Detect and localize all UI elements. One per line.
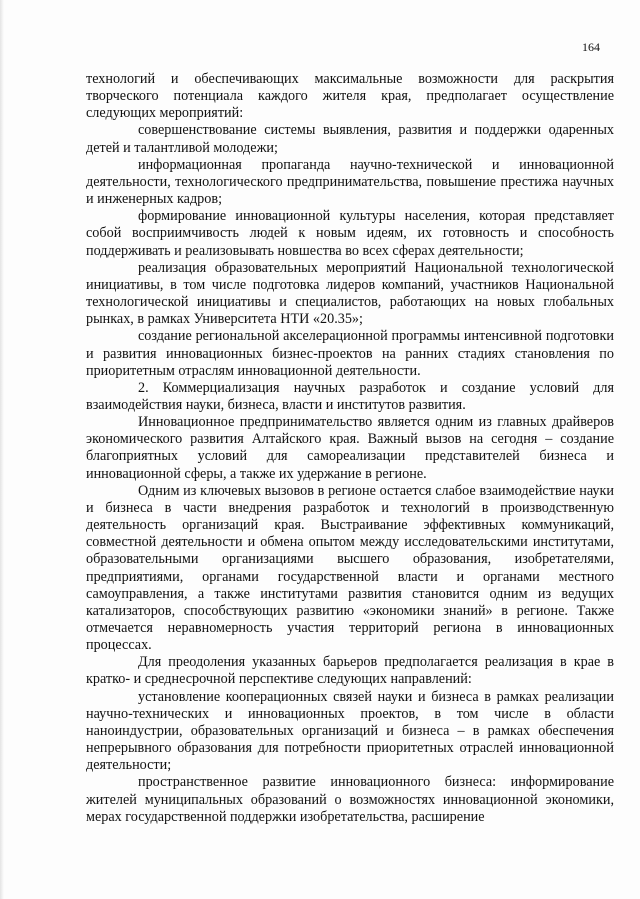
paragraph-1: технологий и обеспечивающих максимальные возможности для раскрытия творческого потенциала каждого жителя края, предполагает осуществление следующих мероприятий:	[86, 71, 614, 122]
paragraph-9: Одним из ключевых вызовов в регионе остается слабое взаимодействие науки и бизнеса в части внедрения разработок и технологий в производственную деятельность организаций края. Выстраивание эффективных коммуникаций, совместной деятельности и обмена опытом между исследовательскими институтами, образовательными организациями высшего образования, изобретателями, предприятиями, органами государственной власти и органами местного самоуправления, а также институтами развития становится одним из ведущих катализаторов, способствующих развитию «экономики знаний» в регионе. Также отмечается неравномерность участия территорий региона в инновационных процессах.	[86, 482, 614, 654]
paragraph-8: Инновационное предпринимательство является одним из главных драйверов экономического развития Алтайского края. Важный вызов на сегодня – создание благоприятных условий для самореализации представителей бизнеса и инновационной сферы, а также их удержание в регионе.	[86, 414, 614, 482]
paragraph-6: создание региональной акселерационной программы интенсивной подготовки и развития инновационных бизнес-проектов на ранних стадиях становления по приоритетным отраслям инновационной деятельности.	[86, 328, 614, 379]
paragraph-5: реализация образовательных мероприятий Национальной технологической инициативы, в том числе подготовка лидеров компаний, участников Национальной технологической инициативы и специалистов, работающих на новых глобальных рынках, в рамках Университета НТИ «20.35»;	[86, 259, 614, 328]
paragraph-3: информационная пропаганда научно-технической и инновационной деятельности, технологического предпринимательства, повышение престижа научных и инженерных кадров;	[86, 156, 614, 208]
scan-edge	[0, 0, 4, 899]
paragraph-4: формирование инновационной культуры населения, которая представляет собой восприимчивость людей к новым идеям, их готовность и способность поддерживать и реализовывать новшества во всех сферах деятельности;	[86, 208, 614, 259]
paragraph-7: 2. Коммерциализация научных разработок и создание условий для взаимодействия науки, бизнеса, власти и институтов развития.	[86, 379, 614, 413]
paragraph-11: установление кооперационных связей науки и бизнеса в рамках реализации научно-технических и инновационных проектов, в том числе в области наноиндустрии, образовательных организаций и бизнеса – в рамках обеспечения непрерывного образования для потребности приоритетных отраслей инновационной деятельности;	[86, 688, 614, 774]
paragraph-2: совершенствование системы выявления, развития и поддержки одаренных детей и талантливой молодежи;	[86, 122, 614, 156]
paragraph-12: пространственное развитие инновационного бизнеса: информирование жителей муниципальных образований о возможностях инновационной экономики, мерах государственной поддержки изобретательства, расширение	[86, 774, 614, 825]
paragraph-10: Для преодоления указанных барьеров предполагается реализация в крае в кратко- и среднесрочной перспективе следующих направлений:	[86, 654, 614, 688]
document-body	[86, 71, 614, 826]
page-number: 164	[582, 40, 600, 54]
